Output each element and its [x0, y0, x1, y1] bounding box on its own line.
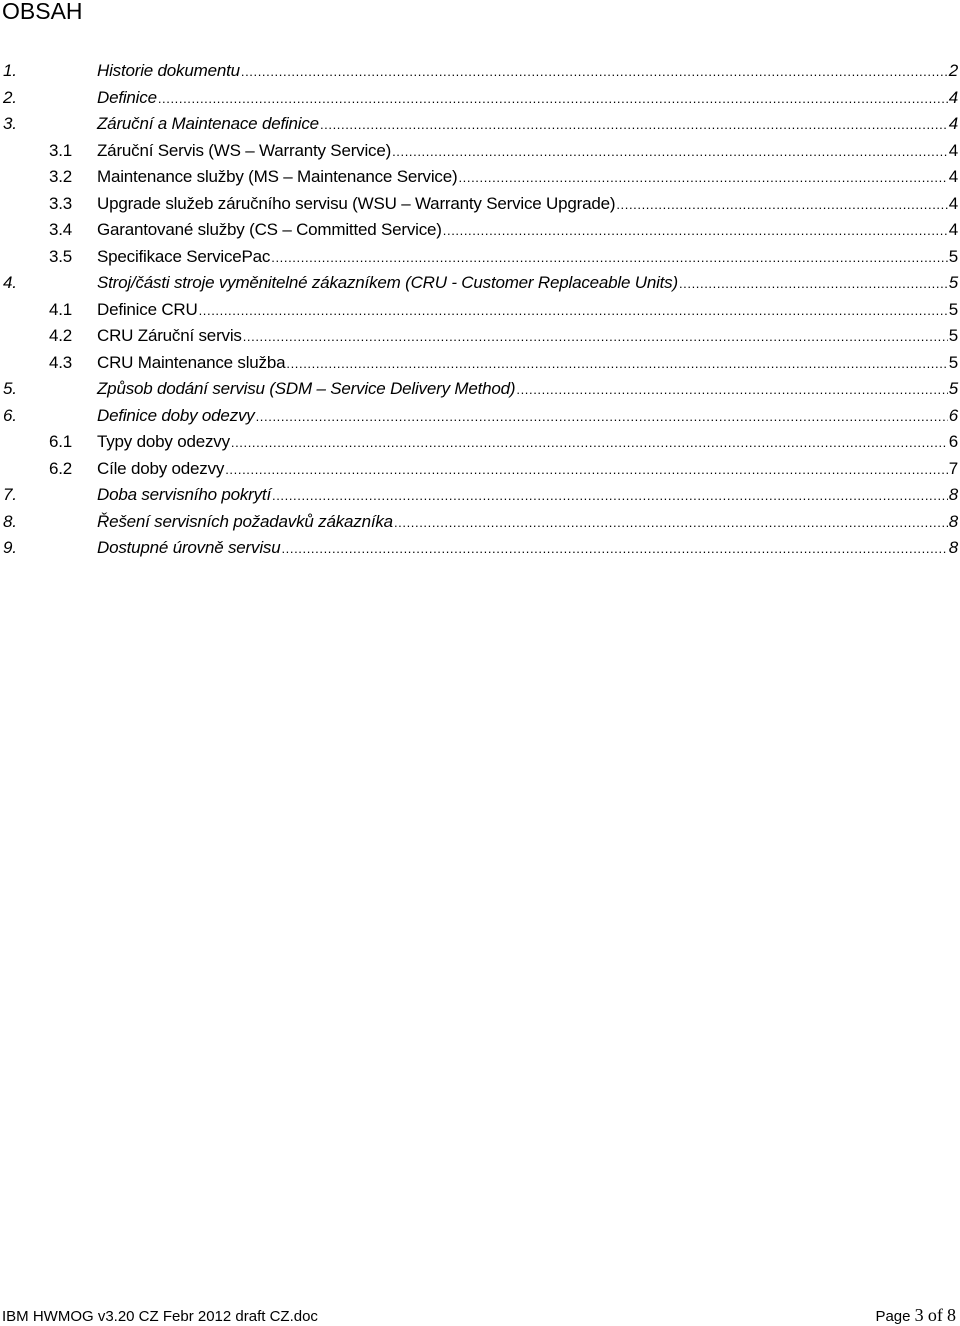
toc-entry-page: 2 [948, 61, 958, 80]
toc-entry-page: 4 [948, 140, 958, 160]
toc-entry-title: Doba servisního pokrytí [97, 485, 271, 504]
footer-document-name: IBM HWMOG v3.20 CZ Febr 2012 draft CZ.doc [2, 1308, 318, 1325]
toc-entry[interactable] [0, 429, 958, 456]
toc-entry-page: 5 [948, 299, 958, 319]
toc-entry-line [97, 61, 958, 82]
toc-entry-number: 3.5 [49, 246, 73, 266]
toc-entry-title: Definice doby odezvy [97, 405, 255, 425]
toc-entry-title: Záruční Servis (WS – Warranty Service) [97, 140, 392, 160]
toc-entry[interactable] [0, 535, 958, 562]
toc-dot-leader [256, 407, 948, 427]
toc-dot-leader [392, 142, 948, 162]
toc-entry-title: Záruční a Maintenace definice [97, 114, 319, 133]
toc-dot-leader [158, 89, 948, 109]
toc-entry[interactable] [0, 138, 958, 165]
toc-entry-number: 3. [3, 114, 17, 133]
toc-dot-leader [443, 221, 948, 241]
page-title: OBSAH [2, 0, 83, 24]
toc-entry[interactable] [0, 85, 958, 112]
toc-dot-leader [243, 327, 948, 347]
toc-entry-title: CRU Maintenance služba [97, 352, 286, 372]
toc-entry-line [97, 247, 958, 268]
toc-dot-leader [516, 380, 947, 400]
toc-entry-page: 4 [948, 87, 958, 107]
toc-entry-number: 4. [3, 273, 17, 292]
toc-entry-line [97, 353, 958, 374]
toc-entry-page: 4 [948, 167, 958, 186]
toc-entry[interactable] [0, 217, 958, 244]
toc-entry-line [97, 485, 958, 506]
toc-entry[interactable] [0, 270, 958, 297]
toc-entry-line [97, 88, 958, 109]
toc-dot-leader [281, 539, 947, 559]
toc-entry[interactable] [0, 509, 958, 536]
toc-dot-leader [616, 195, 947, 215]
toc-entry[interactable] [0, 350, 958, 377]
toc-entry-title: Definice CRU [97, 299, 198, 319]
page-footer [2, 1305, 956, 1325]
toc-entry-number: 6.2 [49, 458, 73, 478]
toc-entry-page: 4 [948, 193, 958, 213]
toc-entry[interactable] [0, 403, 958, 430]
toc-entry-page: 8 [948, 538, 958, 557]
toc-entry[interactable] [0, 376, 958, 403]
toc-entry-page: 5 [948, 352, 958, 372]
toc-entry-title: Upgrade služeb záručního servisu (WSU – Warranty Service Upgrade) [97, 193, 616, 213]
toc-entry-line [97, 538, 958, 559]
toc-entry-line [97, 114, 958, 135]
toc-dot-leader [241, 62, 948, 82]
toc-entry-number: 7. [3, 485, 17, 504]
footer-page-total: 8 [947, 1305, 956, 1325]
toc-entry-line [97, 167, 958, 188]
toc-entry-page: 7 [948, 458, 958, 478]
toc-entry-page: 4 [948, 220, 958, 239]
toc-entry-title: Historie dokumentu [97, 61, 240, 80]
toc-entry[interactable] [0, 244, 958, 271]
toc-entry-number: 5. [3, 379, 17, 398]
toc-entry-number: 1. [3, 61, 17, 80]
toc-entry-title: Dostupné úrovně servisu [97, 538, 281, 557]
footer-of-word: of [927, 1305, 943, 1325]
toc-entry-number: 2. [3, 87, 17, 107]
toc-entry[interactable] [0, 111, 958, 138]
toc-entry-line [97, 512, 958, 533]
toc-dot-leader [271, 248, 947, 268]
toc-entry-number: 8. [3, 511, 17, 531]
toc-entry-page: 6 [948, 432, 958, 451]
toc-entry-line [97, 300, 958, 321]
toc-entry-line [97, 194, 958, 215]
toc-entry[interactable] [0, 58, 958, 85]
toc-entry-number: 9. [3, 538, 17, 557]
toc-entry-line [97, 459, 958, 480]
toc-entry-line [97, 141, 958, 162]
toc-entry-page: 5 [948, 326, 958, 345]
toc-dot-leader [199, 301, 948, 321]
toc-dot-leader [320, 115, 948, 135]
toc-entry-line [97, 273, 958, 294]
toc-entry-line [97, 220, 958, 241]
toc-entry-page: 6 [948, 405, 958, 425]
toc-entry[interactable] [0, 191, 958, 218]
toc-dot-leader [231, 433, 948, 453]
toc-entry-title: Specifikace ServicePac [97, 246, 271, 266]
toc-dot-leader [272, 486, 948, 506]
toc-entry-title: Cíle doby odezvy [97, 458, 225, 478]
toc-entry-title: CRU Záruční servis [97, 326, 242, 345]
toc-entry-number: 3.4 [49, 220, 73, 239]
footer-page-current: 3 [914, 1305, 924, 1325]
toc-entry-number: 3.3 [49, 193, 73, 213]
toc-entry-page: 5 [948, 273, 958, 292]
toc-entry-number: 3.1 [49, 140, 73, 160]
toc-entry-page: 8 [948, 485, 958, 504]
toc-entry-title: Maintenance služby (MS – Maintenance Service) [97, 167, 458, 186]
toc-entry-number: 6. [3, 405, 17, 425]
toc-entry-title: Definice [97, 87, 157, 107]
footer-page-word: Page [875, 1308, 911, 1325]
toc-entry-title: Způsob dodání servisu (SDM – Service Delivery Method) [97, 379, 516, 398]
toc-entry[interactable] [0, 323, 958, 350]
toc-entry-number: 4.1 [49, 299, 73, 319]
toc-entry-title: Garantované služby (CS – Committed Service) [97, 220, 442, 239]
toc-entry-page: 8 [948, 511, 958, 531]
toc-entry-number: 4.3 [49, 352, 73, 372]
toc-entry-number: 6.1 [49, 432, 73, 451]
toc-entry-line [97, 406, 958, 427]
toc-dot-leader [394, 513, 948, 533]
toc-dot-leader [679, 274, 948, 294]
toc-dot-leader [286, 354, 947, 374]
toc-entry[interactable] [0, 164, 958, 191]
toc-dot-leader [458, 168, 947, 188]
toc-entry-page: 5 [948, 379, 958, 398]
toc-entry-title: Stroj/části stroje vyměnitelné zákazníkem (CRU - Customer Replaceable Units) [97, 273, 678, 292]
toc-entry-number: 3.2 [49, 167, 73, 186]
toc-dot-leader [225, 460, 948, 480]
toc-entry-number: 4.2 [49, 326, 73, 345]
toc-entry-line [97, 326, 958, 347]
toc-entry-line [97, 432, 958, 453]
toc-entry[interactable] [0, 456, 958, 483]
toc-entry-page: 5 [948, 246, 958, 266]
footer-page-number [875, 1305, 956, 1326]
toc-entry-title: Typy doby odezvy [97, 432, 230, 451]
toc-entry-line [97, 379, 958, 400]
toc-entry[interactable] [0, 297, 958, 324]
toc-entry-title: Řešení servisních požadavků zákazníka [97, 511, 393, 531]
table-of-contents [0, 58, 958, 562]
toc-entry[interactable] [0, 482, 958, 509]
toc-entry-page: 4 [948, 114, 958, 133]
